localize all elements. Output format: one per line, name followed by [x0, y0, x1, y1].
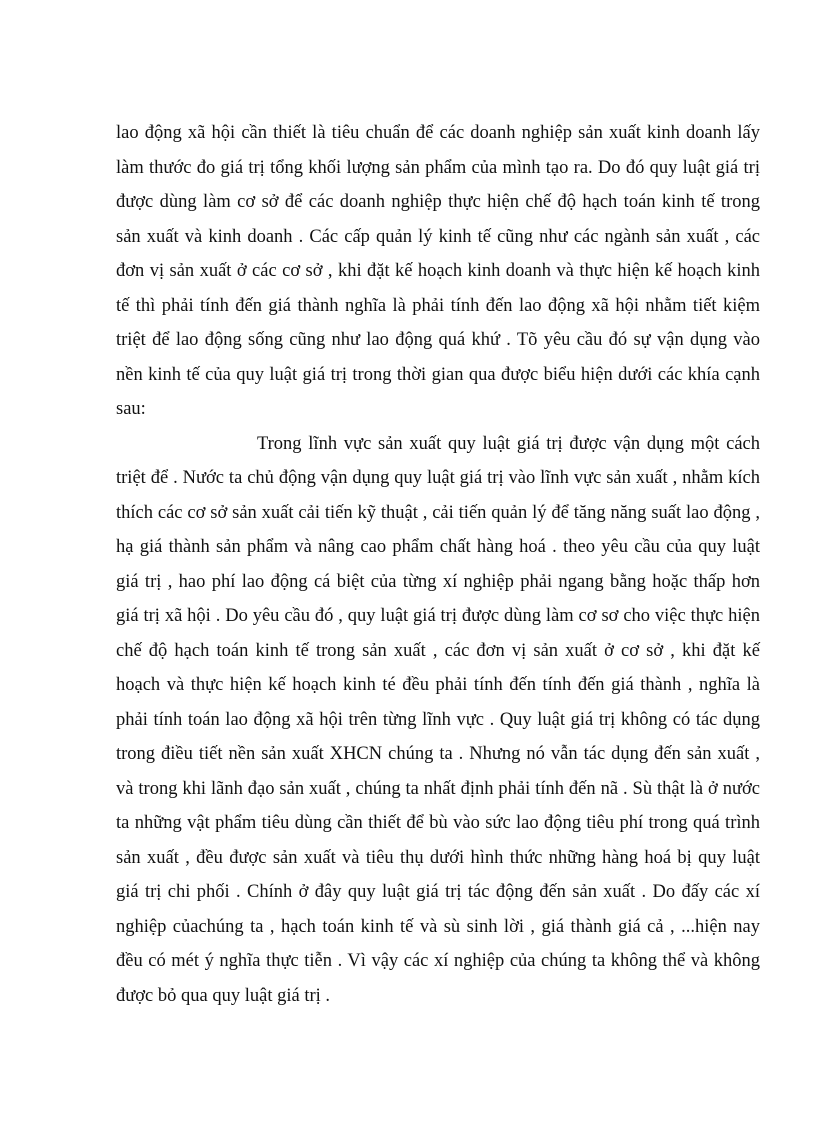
- text-line: giá trị xã hội . Do yêu cầu đó , quy luật giá trị được dùng làm cơ sơ cho việc thực hiện: [116, 606, 760, 626]
- text-line: ta những vật phẩm tiêu dùng cần thiết để bù vào sức lao động tiêu phí trong quá trình: [116, 813, 760, 833]
- text-line: đều có mét ý nghĩa thực tiễn . Vì vậy các xí nghiệp của chúng ta không thể và không: [116, 951, 760, 971]
- text-line: phải tính toán lao động xã hội trên từng lĩnh vực . Quy luật giá trị không có tác dụng: [116, 709, 760, 730]
- text-line: tế thì phải tính đến giá thành nghĩa là phải tính đến lao động xã hội nhằm tiết kiệm: [116, 295, 760, 316]
- body-text: [116, 116, 760, 1013]
- text-line: trong điều tiết nền sản xuất XHCN chúng ta . Nhưng nó vẫn tác dụng đến sản xuất ,: [116, 744, 760, 764]
- text-line: giá trị chi phối . Chính ở đây quy luật giá trị tác động đến sản xuất . Do đấy các xí: [116, 882, 760, 902]
- text-line: lao động xã hội cần thiết là tiêu chuẩn để các doanh nghiệp sản xuất kinh doanh lấy: [116, 123, 760, 143]
- text-line: triệt để lao động sống cũng như lao động quá khứ . Tõ yêu cầu đó sự vận dụng vào: [116, 330, 760, 350]
- text-line: triệt để . Nước ta chủ động vận dụng quy luật giá trị vào lĩnh vực sản xuất , nhằm kích: [116, 468, 760, 488]
- text-line: thích các cơ sở sản xuất cải tiến kỹ thuật , cải tiến quản lý để tăng năng suất lao động ,: [116, 502, 760, 523]
- text-line: hoạch và thực hiện kế hoạch kinh té đều phải tính đến tính đến giá thành , nghĩa là: [116, 675, 760, 695]
- text-line: sản xuất và kinh doanh . Các cấp quản lý kinh tế cũng như các ngành sản xuất , các: [116, 226, 760, 247]
- paragraph-1: [116, 116, 760, 427]
- text-line: giá trị , hao phí lao động cá biệt của từng xí nghiệp phải ngang bằng hoặc thấp hơn: [116, 571, 760, 592]
- text-line: Trong lĩnh vực sản xuất quy luật giá trị được vận dụng một cách: [257, 433, 760, 454]
- text-line: nền kinh tế của quy luật giá trị trong thời gian qua được biểu hiện dưới các khía cạnh: [116, 364, 760, 385]
- text-line: được bỏ qua quy luật giá trị .: [116, 985, 331, 1006]
- text-line: đơn vị sản xuất ở các cơ sở , khi đặt kế hoạch kinh doanh và thực hiện kế hoạch kinh: [116, 261, 760, 281]
- text-line: được dùng làm cơ sở để các doanh nghiệp thực hiện chế độ hạch toán kinh tế trong: [116, 192, 760, 212]
- paragraph-2: [116, 427, 760, 1014]
- text-line: sản xuất , đều được sản xuất và tiêu thụ dưới hình thức những hàng hoá bị quy luật: [116, 847, 760, 868]
- text-line: hạ giá thành sản phẩm và nâng cao phẩm chất hàng hoá . theo yêu cầu của quy luật: [116, 537, 760, 557]
- text-line: và trong khi lãnh đạo sản xuất , chúng ta nhất định phải tính đến nã . Sù thật là ở nước: [116, 778, 760, 799]
- text-line: làm thước đo giá trị tổng khối lượng sản phẩm của mình tạo ra. Do đó quy luật giá trị: [116, 157, 760, 178]
- text-line: chế độ hạch toán kinh tế trong sản xuất , các đơn vị sản xuất ở cơ sở , khi đặt kế: [116, 640, 760, 661]
- text-line: sau:: [116, 399, 146, 419]
- text-line: nghiệp củachúng ta , hạch toán kinh tế và sù sinh lời , giá thành giá cả , ...hiện nay: [116, 916, 760, 937]
